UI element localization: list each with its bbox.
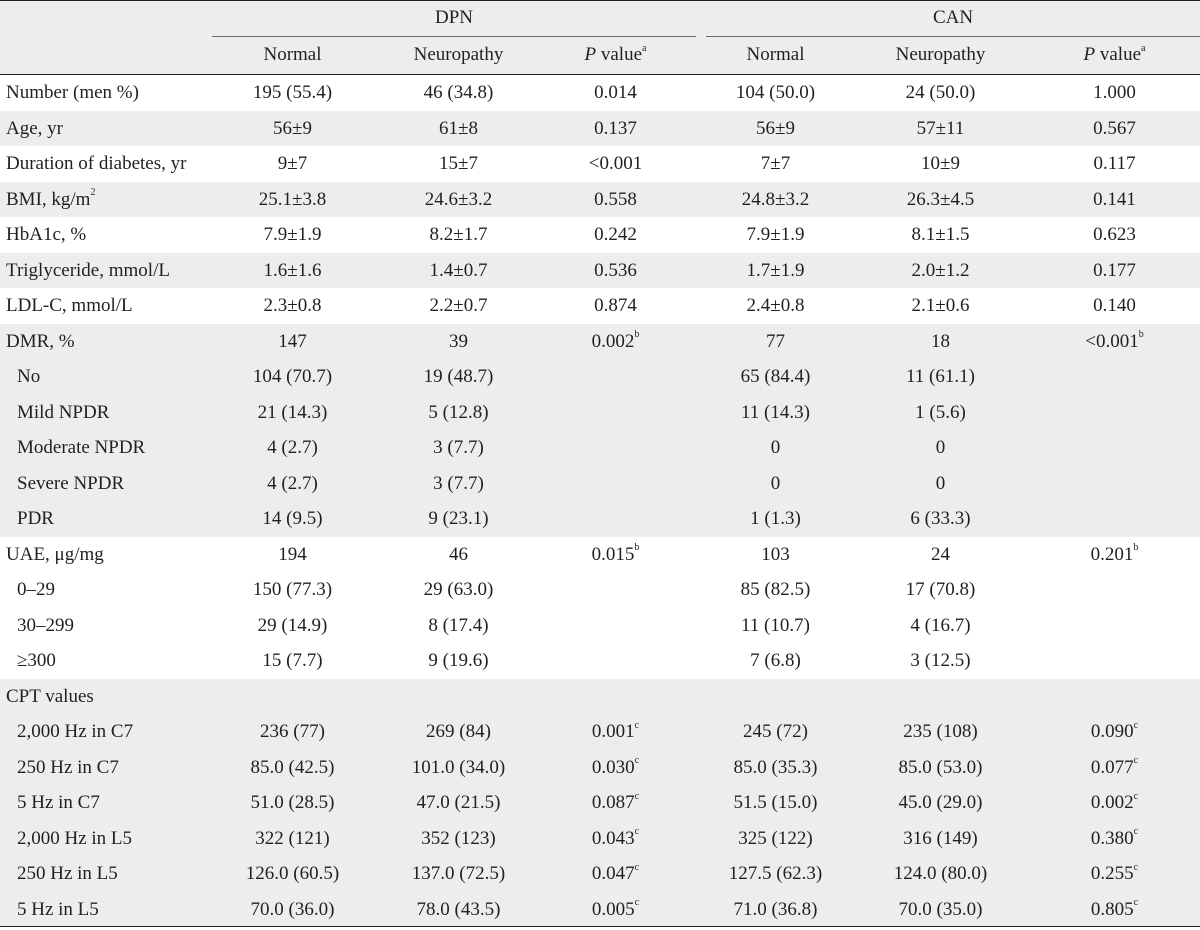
cell-dpn-normal: 4 (2.7) — [267, 472, 318, 494]
cell-dpn-p-value: 0.087$^c$ — [591, 790, 640, 813]
row-label: Triglyceride, mmol/L — [6, 259, 170, 281]
row-label: 250 Hz in L5 — [17, 863, 118, 884]
cell-dpn-neuropathy: 9 (23.1) — [428, 508, 489, 529]
row-label: CPT values — [6, 685, 94, 707]
cell-can-neuropathy: 0 — [935, 472, 946, 494]
cell-dpn-p-value: 0.043$^c$ — [591, 826, 640, 849]
cell-can-normal: 1.7±1.9 — [746, 259, 805, 281]
cell-can-neuropathy: 0 — [935, 437, 946, 458]
cell-dpn-neuropathy: 46 (34.8) — [423, 82, 494, 103]
cell-dpn-normal: 14 (9.5) — [262, 508, 323, 529]
cell-dpn-normal: 1.6±1.6 — [263, 259, 322, 281]
cell-dpn-neuropathy: 1.4±0.7 — [429, 259, 488, 281]
column-header-can-normal: Normal — [746, 44, 805, 65]
cell-dpn-neuropathy: 3 (7.7) — [433, 437, 484, 458]
column-header-dpn-p-value: P value$^a$ — [584, 42, 647, 65]
table-row — [0, 182, 1200, 218]
cell-dpn-normal: 322 (121) — [255, 827, 330, 849]
cell-dpn-normal: 104 (70.7) — [252, 366, 333, 387]
cell-can-normal: 71.0 (36.8) — [733, 898, 818, 920]
cell-dpn-p-value: 0.001$^c$ — [591, 719, 640, 742]
group-header-can: CAN — [932, 7, 974, 28]
cell-dpn-p-value: 0.874 — [594, 295, 637, 316]
cell-can-p-value: 0.255$^c$ — [1090, 861, 1139, 884]
cell-can-p-value: <0.001$^b$ — [1085, 329, 1144, 352]
cell-can-neuropathy: 10±9 — [921, 153, 960, 174]
group-header-dpn: DPN — [434, 7, 473, 28]
cell-dpn-neuropathy: 24.6±3.2 — [424, 188, 493, 210]
row-label: 2,000 Hz in C7 — [17, 721, 134, 742]
table-row — [0, 359, 1200, 395]
cell-can-neuropathy: 45.0 (29.0) — [898, 792, 983, 813]
column-header-can-p-value: P value$^a$ — [1083, 42, 1146, 65]
cell-can-p-value: 0.077$^c$ — [1090, 755, 1139, 778]
cell-dpn-p-value: 0.014 — [594, 82, 637, 103]
cell-dpn-neuropathy: 8 (17.4) — [428, 614, 489, 636]
cell-dpn-normal — [230, 679, 355, 715]
cell-dpn-p-value: 0.002$^b$ — [591, 329, 640, 352]
table-row — [0, 111, 1200, 147]
table-row — [0, 146, 1200, 182]
row-label: 5 Hz in L5 — [17, 898, 99, 920]
row-label: Age, yr — [6, 117, 63, 139]
cell-can-neuropathy: 4 (16.7) — [910, 614, 971, 636]
table-row — [0, 714, 1200, 750]
cell-dpn-normal: 194 — [278, 543, 307, 565]
cell-can-p-value — [1052, 572, 1177, 608]
group-rule-dpn — [212, 36, 696, 37]
column-header-dpn-normal: Normal — [263, 44, 322, 65]
cell-dpn-neuropathy: 9 (19.6) — [428, 650, 489, 671]
cell-dpn-neuropathy: 47.0 (21.5) — [416, 792, 501, 813]
table-row — [0, 572, 1200, 608]
row-label: 2,000 Hz in L5 — [17, 827, 133, 849]
cell-dpn-normal: 236 (77) — [260, 721, 325, 742]
row-label: DMR, % — [6, 330, 75, 352]
row-label: 5 Hz in C7 — [17, 792, 100, 813]
table-header — [0, 0, 1200, 75]
cell-can-normal: 7 (6.8) — [750, 650, 801, 671]
cell-dpn-neuropathy: 101.0 (34.0) — [411, 756, 506, 778]
table-row — [0, 785, 1200, 821]
cell-dpn-p-value: 0.536 — [594, 259, 637, 281]
cell-can-neuropathy: 24 — [931, 543, 950, 565]
cell-can-neuropathy: 57±11 — [916, 117, 965, 139]
cell-dpn-p-value: 0.558 — [594, 188, 637, 210]
cell-dpn-normal: 7.9±1.9 — [263, 224, 322, 245]
cell-dpn-normal: 126.0 (60.5) — [245, 863, 340, 884]
cell-dpn-neuropathy: 46 — [449, 543, 468, 565]
cell-dpn-p-value — [553, 430, 678, 466]
cell-dpn-neuropathy: 19 (48.7) — [423, 366, 494, 387]
group-rule-can — [706, 36, 1200, 37]
cell-can-normal: 7±7 — [760, 153, 791, 174]
cell-can-p-value: 0.090$^c$ — [1090, 719, 1139, 742]
cell-dpn-normal: 70.0 (36.0) — [250, 898, 335, 920]
column-header-can-neuropathy: Neuropathy — [895, 44, 986, 65]
table-row — [0, 750, 1200, 786]
row-label: LDL-C, mmol/L — [6, 295, 133, 316]
cell-dpn-neuropathy: 29 (63.0) — [423, 579, 494, 600]
cell-dpn-normal: 21 (14.3) — [257, 401, 328, 423]
cell-dpn-p-value — [553, 395, 678, 431]
cell-can-normal: 1 (1.3) — [750, 508, 801, 529]
cell-can-normal: 77 — [766, 330, 785, 352]
cell-dpn-normal: 85.0 (42.5) — [250, 756, 335, 778]
cell-dpn-p-value — [553, 679, 678, 715]
cell-can-p-value — [1052, 466, 1177, 502]
cell-can-normal: 85 (82.5) — [740, 579, 811, 600]
cell-can-neuropathy: 1 (5.6) — [915, 401, 966, 423]
cell-can-normal: 51.5 (15.0) — [733, 792, 818, 813]
table-row — [0, 608, 1200, 644]
cell-can-normal: 103 — [761, 543, 790, 565]
cell-dpn-normal: 51.0 (28.5) — [250, 792, 335, 813]
table-row — [0, 288, 1200, 324]
row-label: UAE, μg/mg — [6, 543, 104, 565]
row-label: ≥300 — [17, 650, 56, 671]
cell-dpn-neuropathy: 15±7 — [439, 153, 478, 174]
row-label: No — [17, 366, 41, 387]
cell-dpn-neuropathy — [396, 679, 521, 715]
cell-can-p-value — [1052, 395, 1177, 431]
table-row — [0, 679, 1200, 715]
cell-dpn-neuropathy: 61±8 — [439, 117, 478, 139]
cell-can-normal: 11 (14.3) — [741, 401, 810, 423]
cell-dpn-normal: 147 — [278, 330, 307, 352]
cell-can-p-value — [1052, 643, 1177, 679]
table-row — [0, 395, 1200, 431]
cell-can-p-value — [1052, 679, 1177, 715]
cell-can-neuropathy: 24 (50.0) — [905, 82, 976, 103]
cell-can-p-value: 0.623 — [1093, 224, 1136, 245]
cell-can-neuropathy — [878, 679, 1003, 715]
cell-dpn-p-value: 0.005$^c$ — [591, 897, 640, 920]
cell-dpn-normal: 29 (14.9) — [257, 614, 328, 636]
cell-can-p-value: 0.177 — [1093, 259, 1136, 281]
row-label: Moderate NPDR — [17, 437, 146, 458]
cell-can-normal — [713, 679, 838, 715]
row-label: PDR — [17, 508, 54, 529]
table-row — [0, 75, 1200, 111]
cell-can-normal: 65 (84.4) — [740, 366, 811, 387]
row-label: Number (men %) — [6, 82, 139, 103]
cell-dpn-neuropathy: 2.2±0.7 — [429, 295, 488, 316]
cell-dpn-normal: 4 (2.7) — [267, 437, 318, 458]
cell-dpn-p-value: 0.030$^c$ — [591, 755, 640, 778]
cell-dpn-neuropathy: 137.0 (72.5) — [411, 863, 506, 884]
cell-dpn-p-value — [553, 572, 678, 608]
cell-dpn-normal: 150 (77.3) — [252, 579, 333, 600]
cell-can-neuropathy: 85.0 (53.0) — [898, 756, 983, 778]
cell-can-normal: 11 (10.7) — [741, 614, 810, 636]
cell-can-neuropathy: 2.1±0.6 — [911, 295, 970, 316]
cell-dpn-normal: 15 (7.7) — [262, 650, 323, 671]
cell-dpn-normal: 195 (55.4) — [252, 82, 333, 103]
table-row — [0, 253, 1200, 289]
cell-can-normal: 325 (122) — [738, 827, 813, 849]
cell-can-neuropathy: 8.1±1.5 — [911, 224, 970, 245]
cell-dpn-neuropathy: 5 (12.8) — [428, 401, 489, 423]
row-label: Duration of diabetes, yr — [6, 153, 187, 174]
cell-dpn-p-value: <0.001 — [588, 153, 643, 174]
cell-can-p-value — [1052, 430, 1177, 466]
cell-can-p-value — [1052, 608, 1177, 644]
cell-can-neuropathy: 70.0 (35.0) — [898, 898, 983, 920]
row-label: Severe NPDR — [17, 472, 125, 494]
table-row — [0, 892, 1200, 928]
cell-can-normal: 85.0 (35.3) — [733, 756, 818, 778]
cell-dpn-p-value — [553, 466, 678, 502]
cell-dpn-normal: 25.1±3.8 — [258, 188, 327, 210]
cell-can-p-value: 0.567 — [1093, 117, 1136, 139]
row-label: 250 Hz in C7 — [17, 756, 119, 778]
cell-can-neuropathy: 316 (149) — [903, 827, 978, 849]
cell-dpn-neuropathy: 78.0 (43.5) — [416, 898, 501, 920]
cell-can-normal: 245 (72) — [743, 721, 808, 742]
row-label: 30–299 — [17, 614, 74, 636]
cell-can-neuropathy: 11 (61.1) — [906, 366, 975, 387]
cell-can-normal: 0 — [770, 472, 781, 494]
cell-can-p-value: 0.380$^c$ — [1090, 826, 1139, 849]
cell-can-normal: 127.5 (62.3) — [728, 863, 823, 884]
cell-dpn-neuropathy: 3 (7.7) — [433, 472, 484, 494]
cell-can-normal: 0 — [770, 437, 781, 458]
cell-can-p-value: 1.000 — [1093, 82, 1136, 103]
table-row — [0, 501, 1200, 537]
cell-dpn-p-value — [553, 643, 678, 679]
cell-can-neuropathy: 26.3±4.5 — [906, 188, 975, 210]
table-row — [0, 217, 1200, 253]
table-row — [0, 821, 1200, 857]
cell-dpn-p-value: 0.015$^b$ — [591, 542, 640, 565]
cell-can-p-value: 0.201$^b$ — [1090, 542, 1139, 565]
cell-can-p-value — [1052, 501, 1177, 537]
table-bottom-rule — [0, 926, 1200, 927]
row-label: HbA1c, % — [6, 224, 87, 245]
table-row — [0, 324, 1200, 360]
cell-dpn-neuropathy: 8.2±1.7 — [429, 224, 488, 245]
cell-can-neuropathy: 2.0±1.2 — [911, 259, 970, 281]
cell-dpn-p-value: 0.137 — [594, 117, 637, 139]
row-label: Mild NPDR — [17, 401, 110, 423]
cell-can-neuropathy: 18 — [931, 330, 950, 352]
row-label: 0–29 — [17, 579, 55, 600]
cell-can-neuropathy: 17 (70.8) — [905, 579, 976, 600]
cell-can-normal: 104 (50.0) — [735, 82, 816, 103]
cell-dpn-neuropathy: 352 (123) — [421, 827, 496, 849]
cell-can-neuropathy: 235 (108) — [903, 721, 978, 742]
table-row — [0, 466, 1200, 502]
cell-can-normal: 56±9 — [756, 117, 795, 139]
cell-dpn-p-value — [553, 359, 678, 395]
cell-can-normal: 7.9±1.9 — [746, 224, 805, 245]
table-row — [0, 643, 1200, 679]
cell-can-normal: 24.8±3.2 — [741, 188, 810, 210]
cell-can-neuropathy: 3 (12.5) — [910, 650, 971, 671]
column-header-dpn-neuropathy: Neuropathy — [413, 44, 504, 65]
table-row — [0, 430, 1200, 466]
cell-can-p-value: 0.002$^c$ — [1090, 790, 1139, 813]
cell-can-neuropathy: 6 (33.3) — [910, 508, 971, 529]
cell-dpn-normal: 2.3±0.8 — [263, 295, 322, 316]
table-row — [0, 537, 1200, 573]
row-label: BMI, $kg/m^2$ — [6, 187, 96, 210]
cell-can-neuropathy: 124.0 (80.0) — [893, 863, 988, 884]
cell-dpn-p-value: 0.242 — [594, 224, 637, 245]
cell-can-p-value: 0.117 — [1093, 153, 1136, 174]
cell-can-p-value — [1052, 359, 1177, 395]
cell-dpn-normal: 9±7 — [277, 153, 308, 174]
cell-can-p-value: 0.140 — [1093, 295, 1136, 316]
cell-can-normal: 2.4±0.8 — [746, 295, 805, 316]
table-row — [0, 856, 1200, 892]
cell-dpn-p-value: 0.047$^c$ — [591, 861, 640, 884]
cell-can-p-value: 0.805$^c$ — [1090, 897, 1139, 920]
cell-dpn-neuropathy: 269 (84) — [426, 721, 491, 742]
cell-dpn-neuropathy: 39 — [449, 330, 468, 352]
cell-dpn-p-value — [553, 608, 678, 644]
cell-can-p-value: 0.141 — [1093, 188, 1136, 210]
cell-dpn-normal: 56±9 — [273, 117, 312, 139]
cell-dpn-p-value — [553, 501, 678, 537]
